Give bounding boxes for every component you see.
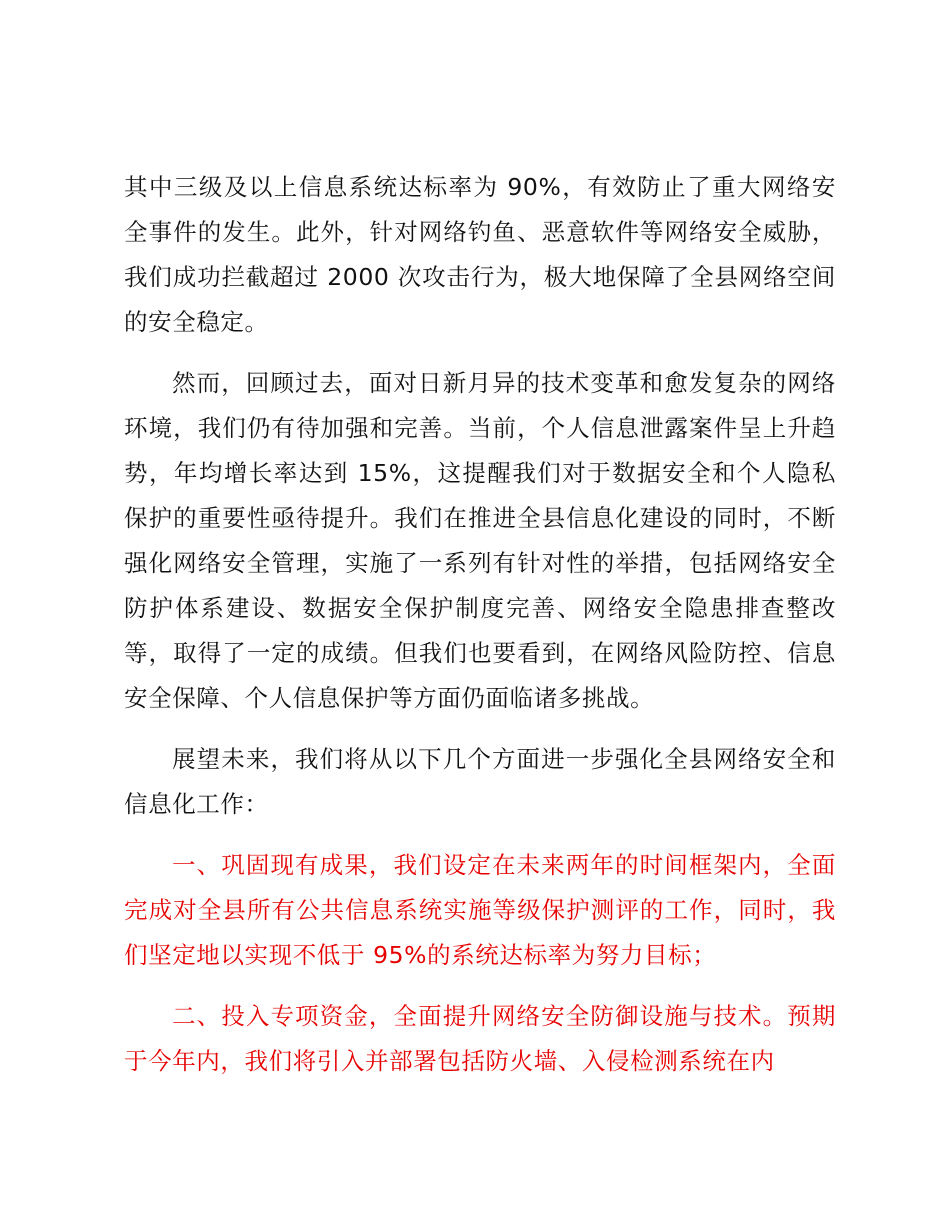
paragraph-continuation: 其中三级及以上信息系统达标率为 90%，有效防止了重大网络安全事件的发生。此外，针对网络钓鱼、恶意软件等网络安全威胁，我们成功拦截超过 2000 次攻击行为，极大地保障了全县网络空间的安全稳定。 <box>124 173 836 336</box>
document-page <box>124 165 836 1084</box>
paragraph-challenges: 然而，回顾过去，面对日新月异的技术变革和愈发复杂的网络环境，我们仍有待加强和完善。当前，个人信息泄露案件呈上升趋势，年均增长率达到 15%，这提醒我们对于数据安全和个人隐私保护的重要性亟待提升。我们在推进全县信息化建设的同时，不断强化网络安全管理，实施了一系列有针对性的举措，包括网络安全防护体系建设、数据安全保护制度完善、网络安全隐患排查整改等，取得了一定的成绩。但我们也要看到，在网络风险防控、信息安全保障、个人信息保护等方面仍面临诸多挑战。 <box>124 369 836 712</box>
paragraph-measure-one: 一、巩固现有成果，我们设定在未来两年的时间框架内，全面完成对全县所有公共信息系统实施等级保护测评的工作，同时，我们坚定地以实现不低于 95%的系统达标率为努力目标； <box>124 851 836 969</box>
paragraph-measure-two: 二、投入专项资金，全面提升网络安全防御设施与技术。预期于今年内，我们将引入并部署包括防火墙、入侵检测系统在内 <box>124 1002 836 1075</box>
paragraph-outlook: 展望未来，我们将从以下几个方面进一步强化全县网络安全和信息化工作： <box>124 745 836 818</box>
